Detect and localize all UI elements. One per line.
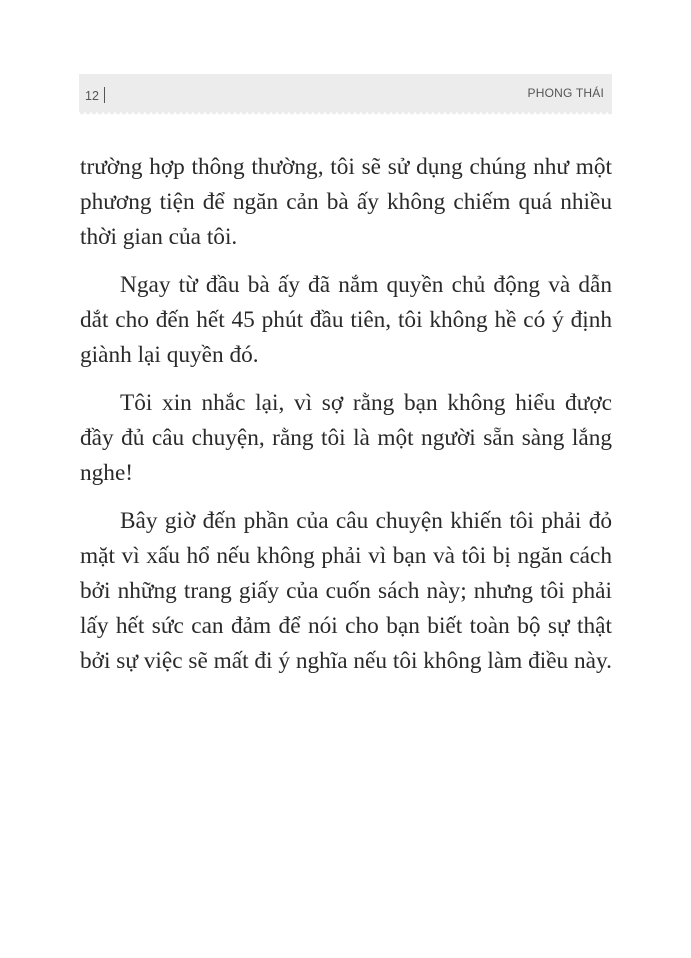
page-header [79,74,612,112]
paragraph: trường hợp thông thường, tôi sẽ sử dụng chúng như một phương tiện để ngăn cản bà ấy không chiếm quá nhiều thời gian của tôi. [80,154,612,250]
page-number: 12 [85,89,99,103]
page-body [80,150,612,692]
header-divider [104,87,105,103]
paragraph: Tôi xin nhắc lại, vì sợ rằng bạn không hiểu được đầy đủ câu chuyện, rằng tôi là một người sẵn sàng lắng nghe! [80,390,612,486]
paragraph: Ngay từ đầu bà ấy đã nắm quyền chủ động và dẫn dắt cho đến hết 45 phút đầu tiên, tôi không hề có ý định giành lại quyền đó. [80,272,612,368]
running-head: PHONG THÁI [527,86,604,100]
header-scalloped-edge [79,112,612,116]
paragraph: Bây giờ đến phần của câu chuyện khiến tôi phải đỏ mặt vì xấu hổ nếu không phải vì bạn và tôi bị ngăn cách bởi những trang giấy của cuốn sách này; nhưng tôi phải lấy hết sức can đảm để nói cho bạn biết toàn bộ sự thật bởi sự việc sẽ mất đi ý nghĩa nếu tôi không làm điều này. [80,508,612,674]
